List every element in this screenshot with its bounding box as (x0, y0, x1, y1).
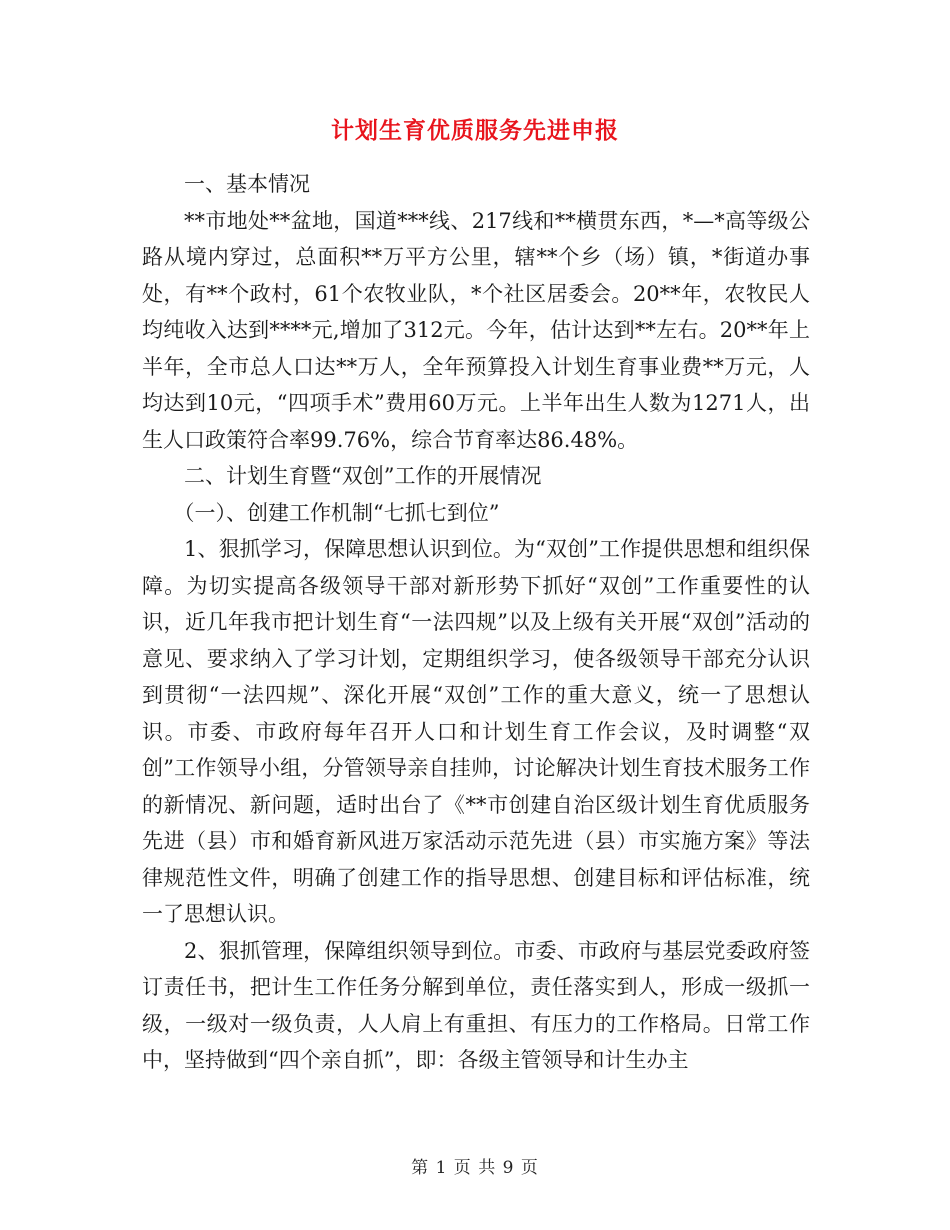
section-heading: 二、计划生育暨“双创”工作的开展情况 (184, 464, 542, 488)
body-paragraph: **市地处**盆地，国道***线、217线和**横贯东西，*—*高等级公路从境内穿过，总面积**万平方公里，辖**个乡（场）镇，*街道办事处，有**个政村，61个农牧业队，*个社区居委会。20**年，农牧民人均纯收入达到****元,增加了312元。今年，估计达到**左右。20**年上半年，全市总人口达**万人，全年预算投入计划生育事业费**万元，人均达到10元，“四项手术”费用60万元。上半年出生人数为1271人，出生人口政策符合率99.76%，综合节育率达86.48%。 (142, 208, 810, 452)
subsection-heading: （一）、创建工作机制“七抓七到位” (173, 500, 500, 525)
body-paragraph: 1、狠抓学习，保障思想认识到位。为“双创”工作提供思想和组织保障。为切实提高各级领导干部对新形势下抓好“双创”工作重要性的认识，近几年我市把计划生育“一法四规”以及上级有关开展“双创”活动的意见、要求纳入了学习计划，定期组织学习，使各级领导干部充分认识到贯彻“一法四规”、深化开展“双创”工作的重大意义，统一了思想认识。市委、市政府每年召开人口和计划生育工作会议，及时调整“双创”工作领导小组，分管领导亲自挂帅，讨论解决计划生育技术服务工作的新情况、新问题，适时出台了《**市创建自治区级计划生育优质服务先进（县）市和婚育新风进万家活动示范先进（县）市实施方案》等法律规范性文件，明确了创建工作的指导思想、创建目标和评估标准，统一了思想认识。 (142, 537, 810, 926)
body-paragraph: 2、狠抓管理，保障组织领导到位。市委、市政府与基层党委政府签订责任书，把计生工作任务分解到单位，责任落实到人，形成一级抓一级，一级对一级负责，人人肩上有重担、有压力的工作格局。日常工作中，坚持做到“四个亲自抓”，即：各级主管领导和计生办主 (142, 938, 810, 1072)
section-heading: 一、基本情况 (184, 172, 310, 196)
document-body (142, 166, 810, 1079)
page-footer: 第 1 页 共 9 页 (411, 1158, 539, 1178)
document-title: 计划生育优质服务先进申报 (331, 117, 619, 144)
